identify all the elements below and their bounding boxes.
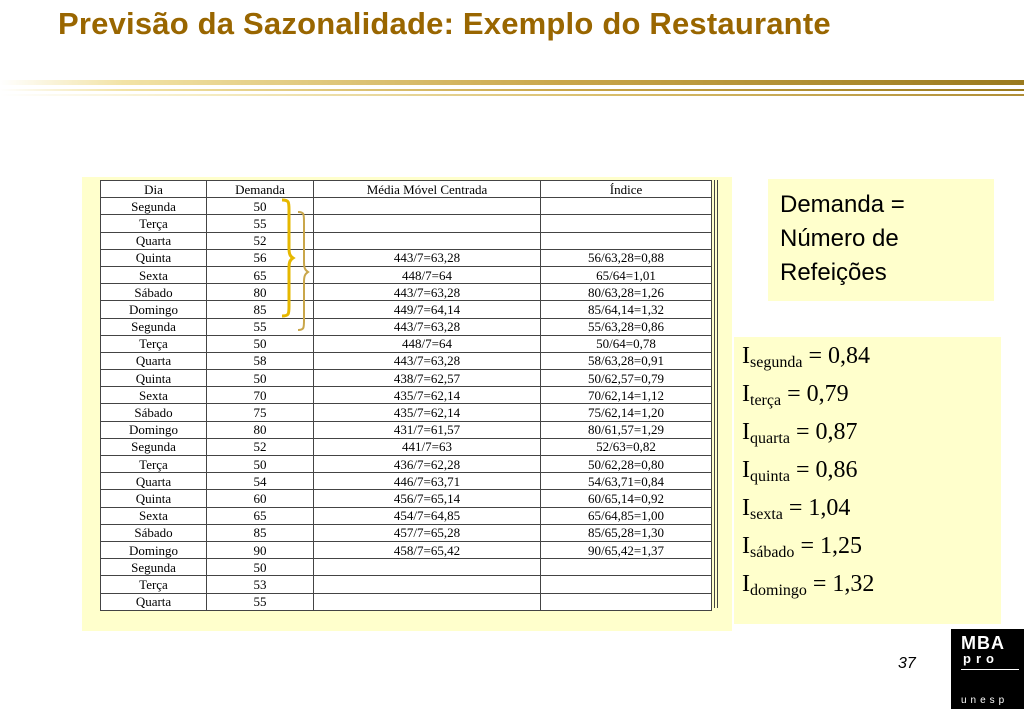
cell-indice: 75/62,14=1,20	[541, 404, 712, 421]
cell-demanda: 52	[207, 232, 314, 249]
definition-line-3: Refeições	[780, 259, 887, 286]
cell-media-movel: 457/7=65,28	[314, 524, 541, 541]
index-day: quarta	[750, 430, 790, 447]
index-value: = 0,84	[808, 343, 870, 369]
table-row	[101, 404, 712, 421]
cell-dia: Quarta	[101, 232, 207, 249]
moving-average-brace	[280, 196, 312, 332]
cell-dia: Terça	[101, 215, 207, 232]
cell-demanda: 90	[207, 541, 314, 558]
cell-media-movel: 443/7=63,28	[314, 284, 541, 301]
table-row	[101, 198, 712, 215]
index-symbol: I	[742, 571, 750, 597]
cell-demanda: 85	[207, 524, 314, 541]
index-day: segunda	[750, 354, 803, 371]
cell-media-movel: 441/7=63	[314, 438, 541, 455]
cell-media-movel: 431/7=61,57	[314, 421, 541, 438]
cell-demanda: 70	[207, 387, 314, 404]
logo-unesp: unesp	[961, 695, 1009, 706]
index-value: = 1,32	[812, 571, 875, 597]
cell-demanda: 50	[207, 198, 314, 215]
cell-media-movel	[314, 215, 541, 232]
cell-media-movel	[314, 576, 541, 593]
cell-indice: 85/64,14=1,32	[541, 301, 712, 318]
table-row	[101, 249, 712, 266]
cell-demanda: 50	[207, 335, 314, 352]
cell-dia: Quarta	[101, 352, 207, 369]
cell-indice: 60/65,14=0,92	[541, 490, 712, 507]
index-day: quinta	[750, 468, 790, 485]
title-divider-thin-2	[0, 94, 1024, 96]
cell-demanda: 50	[207, 370, 314, 387]
cell-media-movel: 449/7=64,14	[314, 301, 541, 318]
index-day: terça	[750, 392, 782, 409]
index-value: = 1,04	[788, 495, 851, 521]
table-row	[101, 456, 712, 473]
cell-indice: 54/63,71=0,84	[541, 473, 712, 490]
index-symbol: I	[742, 343, 750, 369]
cell-indice: 90/65,42=1,37	[541, 541, 712, 558]
table-row	[101, 387, 712, 404]
definition-line-1: Demanda =	[780, 191, 905, 218]
cell-media-movel	[314, 232, 541, 249]
cell-media-movel: 436/7=62,28	[314, 456, 541, 473]
table-row	[101, 352, 712, 369]
table-row	[101, 593, 712, 610]
cell-dia: Sábado	[101, 404, 207, 421]
cell-media-movel: 458/7=65,42	[314, 541, 541, 558]
index-segunda	[742, 343, 870, 372]
cell-demanda: 55	[207, 318, 314, 335]
cell-media-movel: 443/7=63,28	[314, 318, 541, 335]
cell-indice: 56/63,28=0,88	[541, 249, 712, 266]
cell-dia: Sexta	[101, 507, 207, 524]
cell-demanda: 75	[207, 404, 314, 421]
cell-indice: 80/63,28=1,26	[541, 284, 712, 301]
cell-media-movel: 448/7=64	[314, 335, 541, 352]
cell-dia: Segunda	[101, 559, 207, 576]
table-row	[101, 215, 712, 232]
cell-demanda: 58	[207, 352, 314, 369]
demand-table	[100, 180, 712, 611]
cell-indice	[541, 232, 712, 249]
cell-dia: Quinta	[101, 249, 207, 266]
header-demanda: Demanda	[207, 181, 314, 198]
cell-indice	[541, 593, 712, 610]
cell-indice: 50/64=0,78	[541, 335, 712, 352]
index-value: = 0,86	[796, 457, 858, 483]
cell-demanda: 65	[207, 507, 314, 524]
index-sexta	[742, 495, 850, 524]
table-row	[101, 559, 712, 576]
cell-dia: Quarta	[101, 593, 207, 610]
cell-dia: Terça	[101, 456, 207, 473]
title-divider	[0, 80, 1024, 85]
cell-indice: 85/65,28=1,30	[541, 524, 712, 541]
cell-media-movel: 443/7=63,28	[314, 249, 541, 266]
definition-text	[780, 188, 905, 290]
index-value: = 0,87	[795, 419, 858, 445]
index-day: domingo	[750, 582, 807, 599]
cell-dia: Quinta	[101, 370, 207, 387]
seasonal-index-box	[734, 337, 1001, 624]
cell-demanda: 55	[207, 215, 314, 232]
cell-media-movel	[314, 593, 541, 610]
header-media-movel: Média Móvel Centrada	[314, 181, 541, 198]
cell-dia: Quinta	[101, 490, 207, 507]
index-symbol: I	[742, 381, 750, 407]
cell-demanda: 54	[207, 473, 314, 490]
table-body	[101, 198, 712, 611]
cell-dia: Segunda	[101, 318, 207, 335]
logo-divider	[961, 669, 1019, 670]
index-domingo	[742, 571, 874, 600]
index-symbol: I	[742, 533, 750, 559]
definition-box	[768, 179, 994, 301]
table-right-edge	[714, 180, 718, 608]
cell-demanda: 85	[207, 301, 314, 318]
cell-dia: Terça	[101, 335, 207, 352]
cell-demanda: 50	[207, 456, 314, 473]
cell-demanda: 80	[207, 421, 314, 438]
cell-dia: Segunda	[101, 198, 207, 215]
cell-dia: Sábado	[101, 524, 207, 541]
table-row	[101, 507, 712, 524]
cell-media-movel: 438/7=62,57	[314, 370, 541, 387]
index-quarta	[742, 419, 858, 448]
table-row	[101, 438, 712, 455]
cell-media-movel: 456/7=65,14	[314, 490, 541, 507]
cell-dia: Segunda	[101, 438, 207, 455]
cell-demanda: 52	[207, 438, 314, 455]
index-day: sexta	[750, 506, 783, 523]
table-row	[101, 318, 712, 335]
index-symbol: I	[742, 419, 750, 445]
cell-indice	[541, 559, 712, 576]
cell-dia: Sábado	[101, 284, 207, 301]
table-row	[101, 473, 712, 490]
cell-indice: 50/62,28=0,80	[541, 456, 712, 473]
index-value: = 0,79	[787, 381, 849, 407]
table-row	[101, 524, 712, 541]
index-quinta	[742, 457, 858, 486]
table-row	[101, 301, 712, 318]
cell-indice	[541, 576, 712, 593]
cell-indice: 55/63,28=0,86	[541, 318, 712, 335]
cell-dia: Domingo	[101, 301, 207, 318]
cell-media-movel: 454/7=64,85	[314, 507, 541, 524]
logo-pro: pro	[963, 651, 999, 666]
cell-indice: 52/63=0,82	[541, 438, 712, 455]
cell-indice	[541, 198, 712, 215]
cell-media-movel: 446/7=63,71	[314, 473, 541, 490]
table-row	[101, 490, 712, 507]
table-row	[101, 232, 712, 249]
table-row	[101, 541, 712, 558]
cell-indice: 65/64=1,01	[541, 266, 712, 283]
cell-demanda: 55	[207, 593, 314, 610]
cell-dia: Sexta	[101, 266, 207, 283]
cell-demanda: 80	[207, 284, 314, 301]
index-terca	[742, 381, 849, 410]
cell-media-movel: 448/7=64	[314, 266, 541, 283]
header-indice: Índice	[541, 181, 712, 198]
cell-indice: 80/61,57=1,29	[541, 421, 712, 438]
cell-media-movel: 435/7=62,14	[314, 404, 541, 421]
cell-indice	[541, 215, 712, 232]
cell-dia: Sexta	[101, 387, 207, 404]
table-header-row	[101, 181, 712, 198]
mba-pro-unesp-logo	[951, 629, 1024, 709]
index-symbol: I	[742, 495, 750, 521]
cell-demanda: 60	[207, 490, 314, 507]
cell-demanda: 53	[207, 576, 314, 593]
page-number: 37	[898, 655, 916, 672]
cell-dia: Domingo	[101, 421, 207, 438]
cell-dia: Quarta	[101, 473, 207, 490]
definition-line-2: Número de	[780, 225, 899, 252]
title-divider-thin	[0, 89, 1024, 91]
header-dia: Dia	[101, 181, 207, 198]
cell-dia: Domingo	[101, 541, 207, 558]
logo-mba: MBA	[961, 633, 1005, 653]
index-symbol: I	[742, 457, 750, 483]
cell-indice: 58/63,28=0,91	[541, 352, 712, 369]
cell-indice: 65/64,85=1,00	[541, 507, 712, 524]
cell-media-movel: 435/7=62,14	[314, 387, 541, 404]
table-row	[101, 335, 712, 352]
cell-demanda: 65	[207, 266, 314, 283]
cell-indice: 70/62,14=1,12	[541, 387, 712, 404]
table-row	[101, 284, 712, 301]
cell-media-movel: 443/7=63,28	[314, 352, 541, 369]
table-row	[101, 370, 712, 387]
table-row	[101, 266, 712, 283]
table-row	[101, 576, 712, 593]
slide-title: Previsão da Sazonalidade: Exemplo do Restaurante	[58, 6, 831, 41]
cell-dia: Terça	[101, 576, 207, 593]
cell-media-movel	[314, 198, 541, 215]
cell-demanda: 56	[207, 249, 314, 266]
cell-indice: 50/62,57=0,79	[541, 370, 712, 387]
table-row	[101, 421, 712, 438]
index-sabado	[742, 533, 862, 562]
index-day: sábado	[750, 544, 795, 561]
cell-demanda: 50	[207, 559, 314, 576]
index-value: = 1,25	[800, 533, 862, 559]
cell-media-movel	[314, 559, 541, 576]
